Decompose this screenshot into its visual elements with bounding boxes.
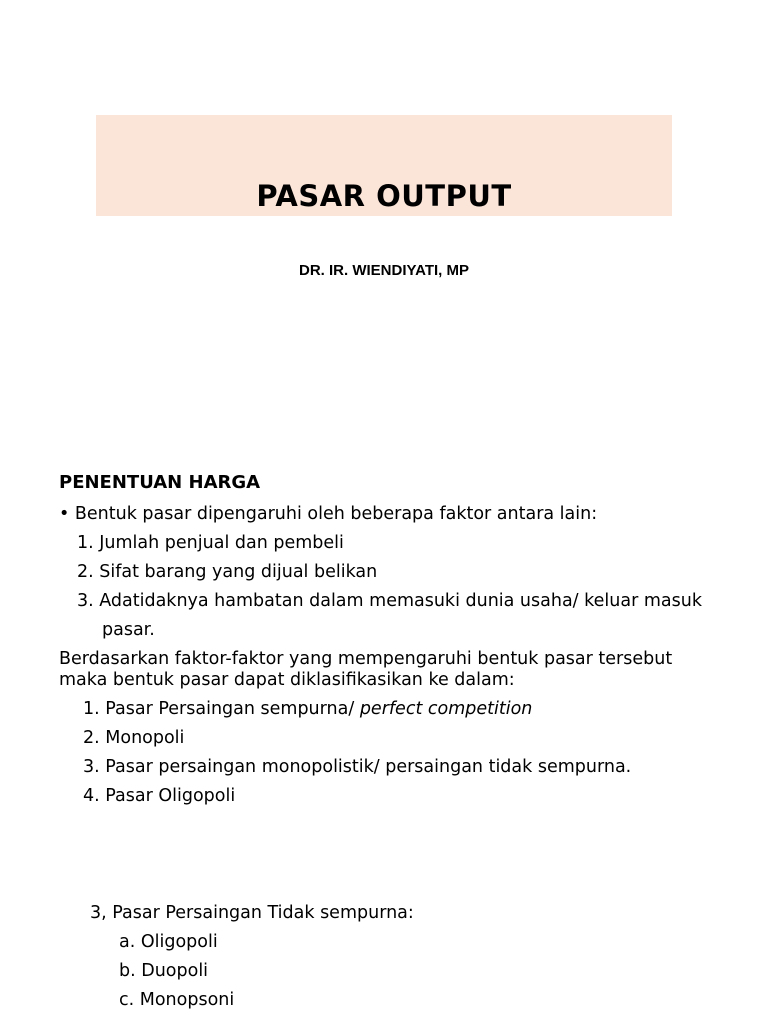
- sub-item: a. Oligopoli: [119, 932, 218, 952]
- slide-title: PASAR OUTPUT: [256, 179, 512, 213]
- author-name: DR. IR. WIENDIYATI, MP: [298, 262, 469, 279]
- factor-item: 3. Adatidaknya hambatan dalam memasuki dunia usaha/ keluar masuk: [77, 591, 702, 611]
- class-item: 2. Monopoli: [83, 728, 185, 748]
- class-item: 3. Pasar persaingan monopolistik/ persaingan tidak sempurna.: [83, 757, 632, 777]
- class-item: 4. Pasar Oligopoli: [83, 786, 236, 806]
- content-block: [59, 472, 719, 1011]
- sub-item: b. Duopoli: [119, 961, 209, 981]
- factor-item: 2. Sifat barang yang dijual belikan: [77, 562, 378, 582]
- factor-item: 1. Jumlah penjual dan pembeli: [77, 533, 344, 553]
- sub-item: c. Monopsoni: [119, 990, 235, 1010]
- class-item-text: 1. Pasar Persaingan sempurna/: [83, 699, 360, 719]
- bullet-text: • Bentuk pasar dipengaruhi oleh beberapa faktor antara lain:: [59, 504, 598, 524]
- classification-intro: Berdasarkan faktor-faktor yang mempengaruhi bentuk pasar tersebut maka bentuk pasar dapat diklasifikasikan ke dalam:: [59, 649, 673, 690]
- class-item-italic: perfect competition: [359, 699, 533, 719]
- factor-continuation: pasar.: [102, 620, 155, 640]
- subsection-title: 3, Pasar Persaingan Tidak sempurna:: [90, 903, 414, 923]
- section-heading: PENENTUAN HARGA: [59, 472, 261, 493]
- class-item: [59, 699, 719, 720]
